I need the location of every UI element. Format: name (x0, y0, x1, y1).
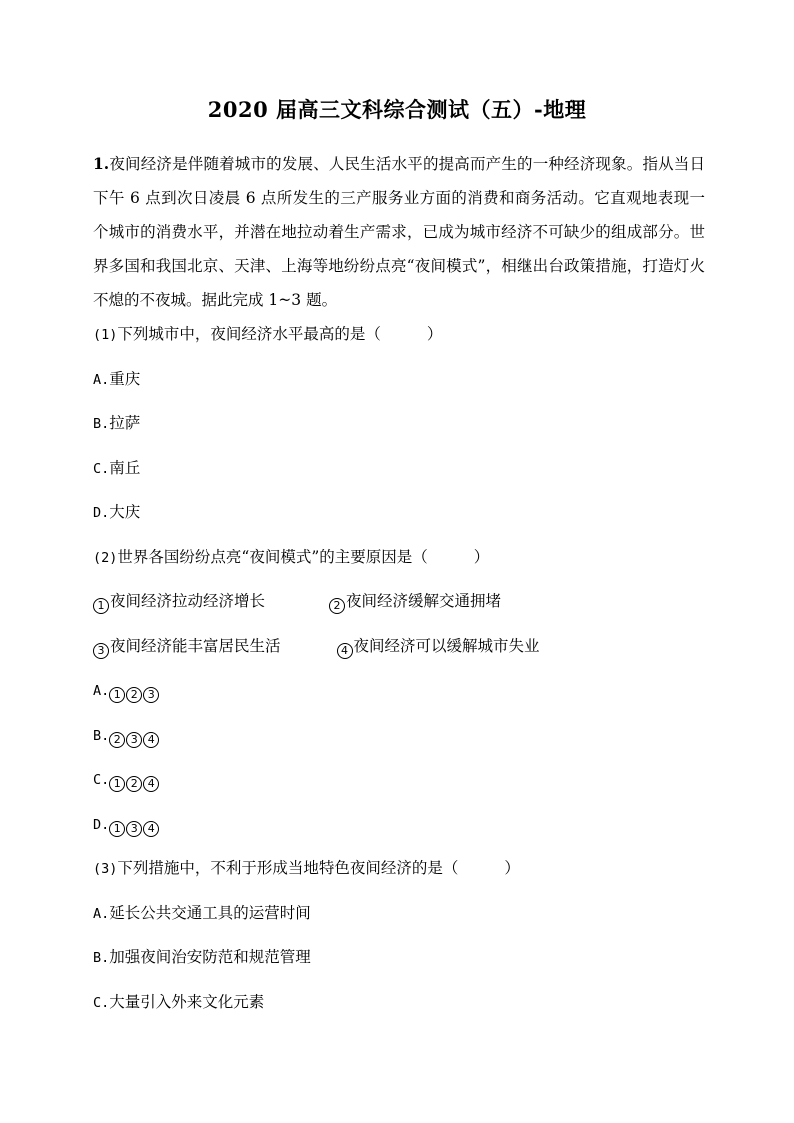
question-3-text: 下列措施中，不利于形成当地特色夜间经济的是（ (117, 859, 459, 877)
question-2-stem (93, 545, 489, 570)
question-3-close: ） (504, 859, 520, 877)
page-title: 2020 届高三文科综合测试（五）-地理 (207, 97, 587, 122)
circled-number: 1 (93, 598, 109, 614)
question-2-statements-row-1 (93, 589, 501, 614)
statement-text: 夜间经济缓解交通拥堵 (346, 592, 502, 610)
passage-text: 夜间经济是伴随着城市的发展、人民生活水平的提高而产生的一种经济现象。指从当日下午 6 点到次日凌晨 6 点所发生的三产服务业方面的消费和商务活动。它直观地表现一个城市的消费水平，并潜在地拉动着生产需求，已成为城市经济不可缺少的组成部分。世界多国和我国北京、天津、上海等地纷纷点亮“夜间模式”，相继出台政策措施，打造灯火不熄的不夜城。据此完成 1~3 题。 (93, 155, 705, 309)
question-2-text: 世界各国纷纷点亮“夜间模式”的主要原因是（ (117, 548, 428, 566)
question-1-stem (93, 322, 442, 347)
question-2-option-a[interactable]: A. 1 2 3 (93, 678, 160, 703)
question-2-option-c[interactable]: C. 1 2 4 (93, 767, 160, 792)
question-3-option-a[interactable]: A.延长公共交通工具的运营时间 (93, 904, 311, 922)
question-1-close: ） (426, 325, 443, 343)
question-1-number: (1) (93, 327, 118, 343)
question-3-option-b[interactable]: B.加强夜间治安防范和规范管理 (93, 948, 311, 966)
circled-number: 3 (93, 643, 109, 659)
question-1-option-a[interactable]: A.重庆 (93, 370, 141, 388)
statement-text: 夜间经济能丰富居民生活 (110, 637, 281, 655)
question-2-option-d[interactable]: D. 1 3 4 (93, 812, 160, 837)
question-2-statements-row-2 (93, 634, 540, 659)
question-1-option-b[interactable]: B.拉萨 (93, 414, 141, 432)
circled-number: 2 (329, 598, 345, 614)
question-1-text: 下列城市中，夜间经济水平最高的是（ (117, 325, 381, 343)
passage-number: 1. (93, 154, 110, 173)
question-3-number: (3) (93, 861, 118, 877)
circled-number: 4 (337, 643, 353, 659)
question-3-stem (93, 856, 520, 881)
question-1-option-c[interactable]: C.南丘 (93, 459, 141, 477)
question-3-option-c[interactable]: C.大量引入外来文化元素 (93, 993, 265, 1011)
question-1-option-d[interactable]: D.大庆 (93, 503, 141, 521)
question-2-close: ） (473, 548, 490, 566)
statement-text: 夜间经济可以缓解城市失业 (353, 637, 540, 655)
statement-text: 夜间经济拉动经济增长 (110, 592, 266, 610)
question-2-number: (2) (93, 550, 118, 566)
question-2-option-b[interactable]: B. 2 3 4 (93, 723, 160, 748)
reading-passage (93, 147, 705, 317)
